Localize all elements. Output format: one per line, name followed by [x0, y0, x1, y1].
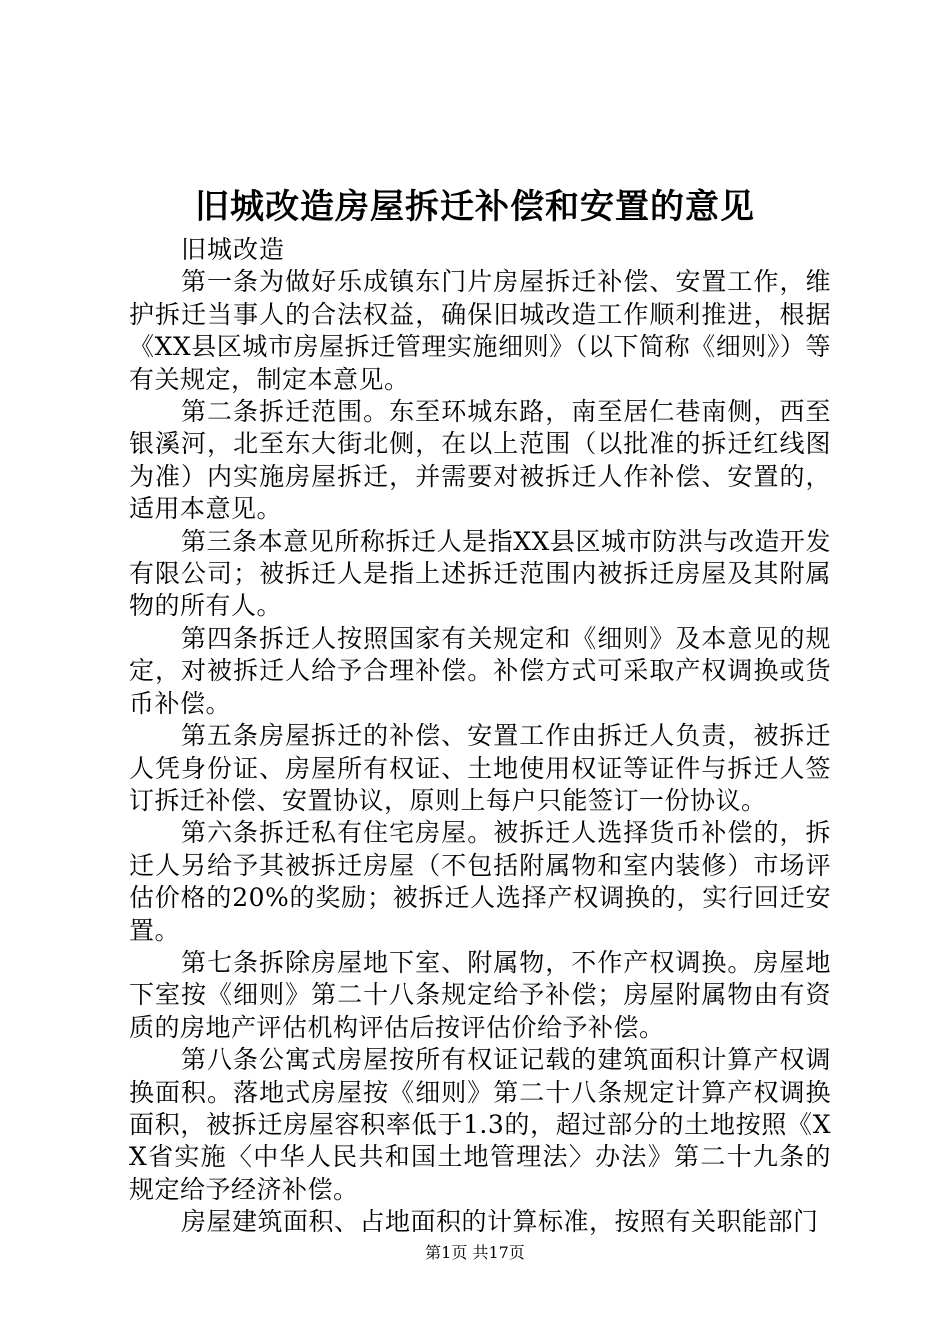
paragraph-continuation: 房屋建筑面积、占地面积的计算标准，按照有关职能部门: [181, 1207, 819, 1237]
document-title: 旧城改造房屋拆迁补偿和安置的意见: [195, 187, 755, 227]
paragraph-article-1: 第一条为做好乐成镇东门片房屋拆迁补偿、安置工作，维护拆迁当事人的合法权益，确保旧城改造工作顺利推进，根据《XX县区城市房屋拆迁管理实施细则》（以下简称《细则》）等有关规定，制定本意见。: [129, 267, 831, 394]
paragraph-article-8: 第八条公寓式房屋按所有权证记载的建筑面积计算产权调换面积。落地式房屋按《细则》第二十八条规定计算产权调换面积，被拆迁房屋容积率低于1.3的，超过部分的土地按照《XX省实施〈中华人民共和国土地管理法〉办法》第二十九条的规定给予经济补偿。: [129, 1045, 831, 1204]
document-body: [129, 234, 831, 1239]
paragraph-article-6: 第六条拆迁私有住宅房屋。被拆迁人选择货币补偿的，拆迁人另给予其被拆迁房屋（不包括附属物和室内装修）市场评估价格的20%的奖励；被拆迁人选择产权调换的，实行回迁安置。: [129, 818, 831, 945]
paragraph-article-5: 第五条房屋拆迁的补偿、安置工作由拆迁人负责，被拆迁人凭身份证、房屋所有权证、土地使用权证等证件与拆迁人签订拆迁补偿、安置协议，原则上每户只能签订一份协议。: [129, 721, 831, 815]
paragraph-article-3: 第三条本意见所称拆迁人是指XX县区城市防洪与改造开发有限公司；被拆迁人是指上述拆迁范围内被拆迁房屋及其附属物的所有人。: [129, 526, 831, 621]
paragraph-article-2: 第二条拆迁范围。东至环城东路，南至居仁巷南侧，西至银溪河，北至东大街北侧，在以上范围（以批准的拆迁红线图为准）内实施房屋拆迁，并需要对被拆迁人作补偿、安置的，适用本意见。: [129, 397, 831, 524]
paragraph-article-4: 第四条拆迁人按照国家有关规定和《细则》及本意见的规定，对被拆迁人给予合理补偿。补偿方式可采取产权调换或货币补偿。: [129, 623, 831, 718]
paragraph-article-7: 第七条拆除房屋地下室、附属物，不作产权调换。房屋地下室按《细则》第二十八条规定给予补偿；房屋附属物由有资质的房地产评估机构评估后按评估价给予补偿。: [129, 947, 831, 1042]
page-footer: 第1页 共17页: [425, 1243, 525, 1262]
paragraph-intro: 旧城改造: [181, 235, 286, 264]
